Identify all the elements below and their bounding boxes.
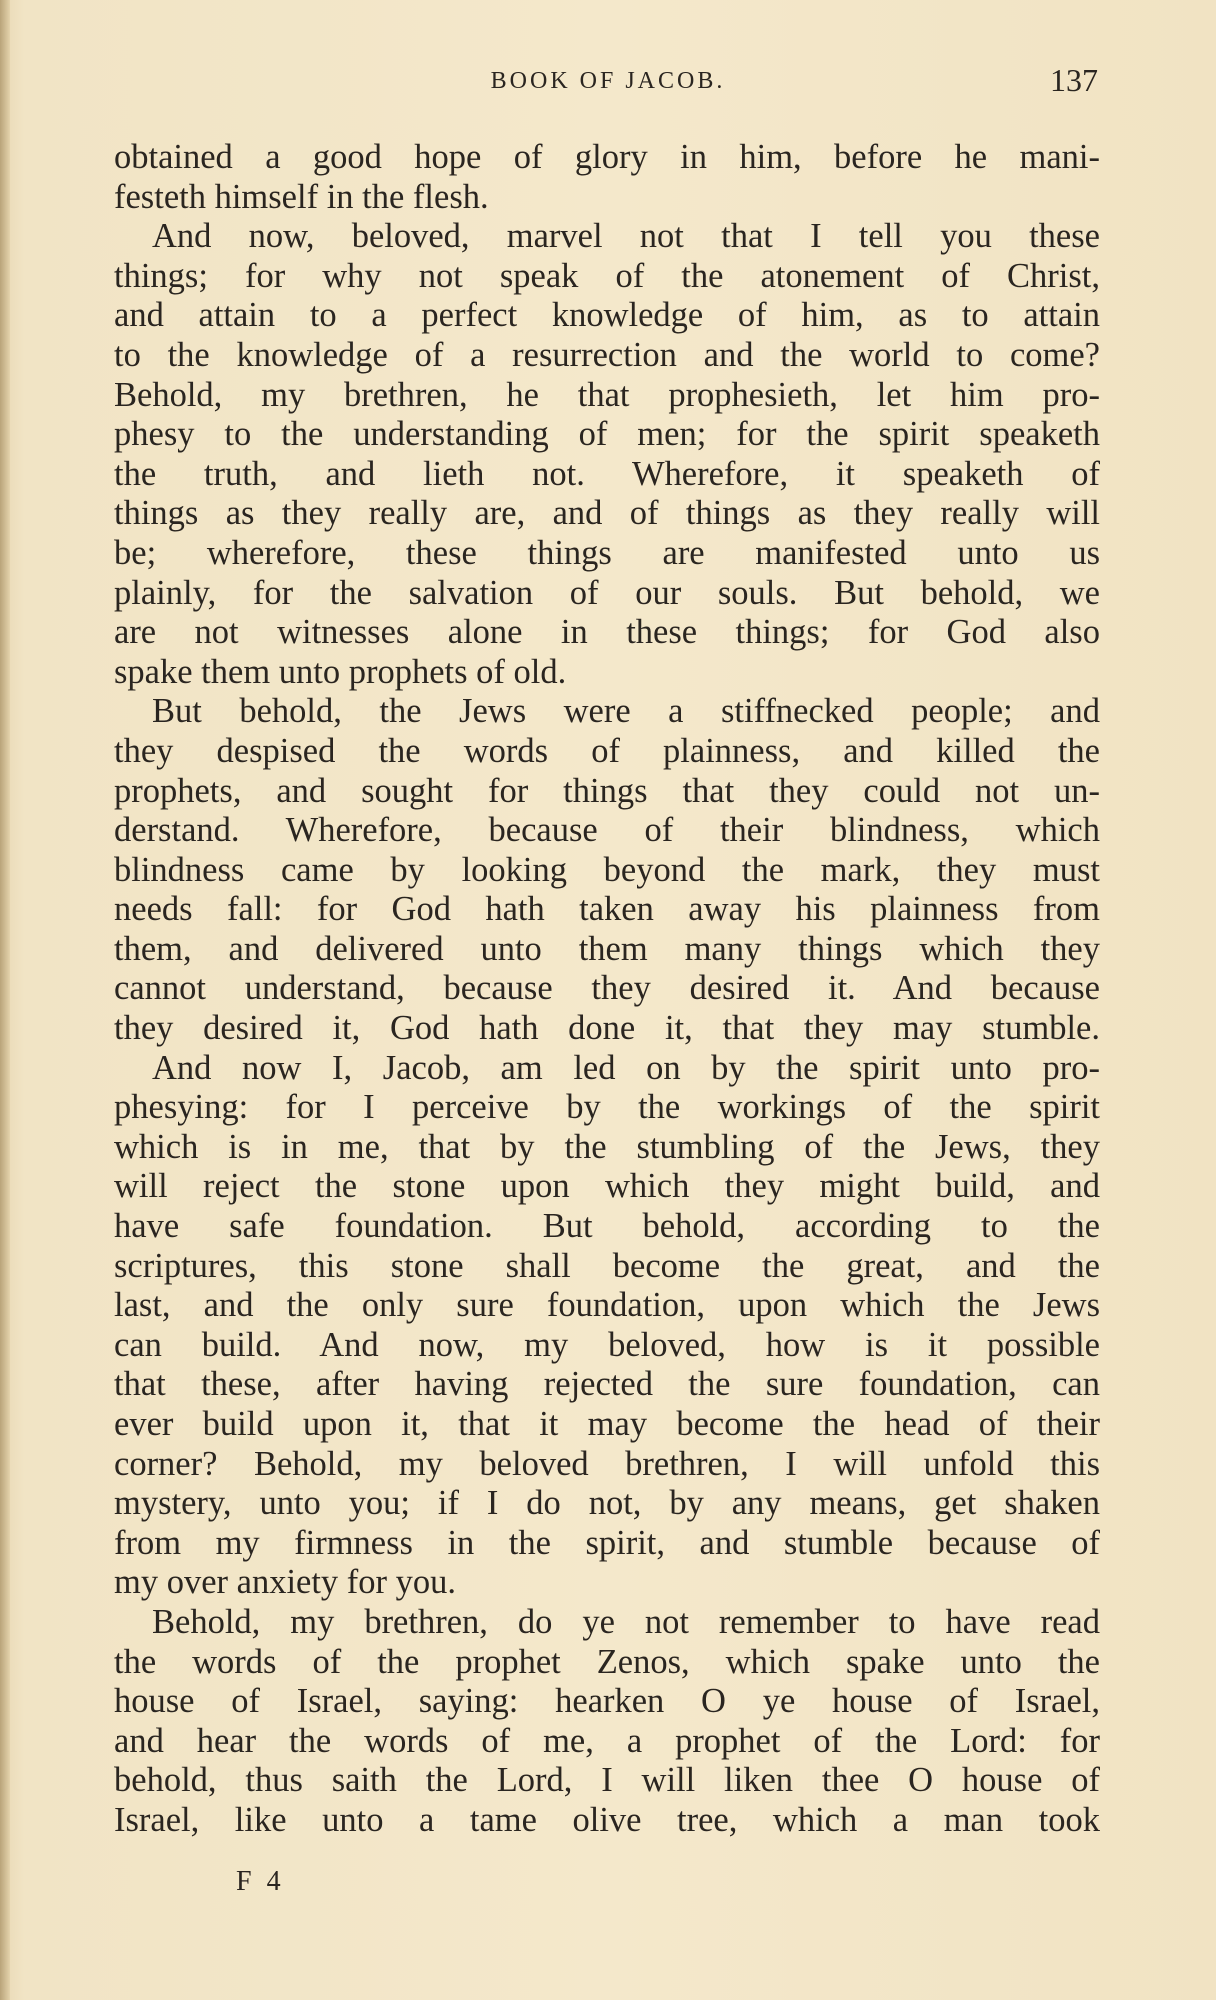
text-line: festeth himself in the flesh.	[114, 177, 489, 216]
text-line: and attain to a perfect knowledge of him, as to attain	[114, 296, 1100, 335]
text-line: things; for why not speak of the atonement of Christ,	[114, 256, 1100, 295]
body-text	[114, 138, 1100, 1841]
text-line: mystery, unto you; if I do not, by any means, get shaken	[114, 1484, 1100, 1523]
page-number: 137	[1050, 62, 1098, 98]
text-line: Behold, my brethren, do ye not remember to have read	[152, 1602, 1100, 1641]
text-line: that these, after having rejected the sure foundation, can	[114, 1365, 1100, 1404]
text-line: Behold, my brethren, he that prophesieth, let him pro-	[114, 375, 1100, 414]
text-line: corner? Behold, my beloved brethren, I will unfold this	[114, 1444, 1100, 1483]
text-line: scriptures, this stone shall become the great, and the	[114, 1246, 1100, 1285]
text-line: phesy to the understanding of men; for the spirit speaketh	[114, 415, 1100, 454]
text-line: prophets, and sought for things that they could not un-	[114, 771, 1100, 810]
text-line: them, and delivered unto them many things which they	[114, 929, 1100, 968]
text-line: And now, beloved, marvel not that I tell you these	[152, 217, 1100, 256]
text-line: and hear the words of me, a prophet of the Lord: for	[114, 1721, 1100, 1760]
text-line: needs fall: for God hath taken away his plainness from	[114, 890, 1100, 929]
text-line: to the knowledge of a resurrection and the world to come?	[114, 335, 1100, 374]
page-gutter	[0, 0, 10, 2000]
text-line: they despised the words of plainness, and killed the	[114, 731, 1100, 770]
text-line: from my firmness in the spirit, and stumble because of	[114, 1523, 1100, 1562]
text-line: But behold, the Jews were a stiffnecked people; and	[152, 692, 1100, 731]
text-line: ever build upon it, that it may become the head of their	[114, 1405, 1100, 1443]
text-line: things as they really are, and of things as they really will	[114, 494, 1100, 533]
text-line: be; wherefore, these things are manifested unto us	[114, 533, 1100, 572]
text-line: obtained a good hope of glory in him, before he mani-	[114, 138, 1100, 176]
text-line: they desired it, God hath done it, that they may stumble.	[114, 1009, 1100, 1048]
text-line: phesying: for I perceive by the workings of the spirit	[114, 1088, 1100, 1127]
text-line: spake them unto prophets of old.	[114, 652, 567, 691]
text-line: Israel, like unto a tame olive tree, which a man took	[114, 1800, 1100, 1839]
text-line: can build. And now, my beloved, how is it possible	[114, 1325, 1100, 1364]
text-line: blindness came by looking beyond the mark, they must	[114, 850, 1100, 889]
running-head: BOOK OF JACOB.	[490, 68, 726, 94]
text-line: And now I, Jacob, am led on by the spirit unto pro-	[152, 1048, 1100, 1087]
text-line: last, and the only sure foundation, upon which the Jews	[114, 1286, 1100, 1325]
text-line: house of Israel, saying: hearken O ye house of Israel,	[114, 1682, 1100, 1721]
text-line: are not witnesses alone in these things; for God also	[114, 613, 1100, 652]
text-line: cannot understand, because they desired it. And because	[114, 969, 1100, 1008]
text-line: plainly, for the salvation of our souls. But behold, we	[114, 573, 1100, 612]
text-line: derstand. Wherefore, because of their blindness, which	[114, 811, 1100, 850]
text-line: will reject the stone upon which they might build, and	[114, 1167, 1100, 1206]
page-header	[118, 62, 1098, 102]
text-line: behold, thus saith the Lord, I will liken thee O house of	[114, 1761, 1100, 1800]
text-line: have safe foundation. But behold, according to the	[114, 1207, 1100, 1246]
text-line: which is in me, that by the stumbling of the Jews, they	[114, 1127, 1100, 1166]
text-line: the truth, and lieth not. Wherefore, it speaketh of	[114, 454, 1100, 493]
text-line: the words of the prophet Zenos, which spake unto the	[114, 1642, 1100, 1681]
signature-mark: F 4	[236, 1866, 285, 1897]
text-line: my over anxiety for you.	[114, 1563, 457, 1602]
